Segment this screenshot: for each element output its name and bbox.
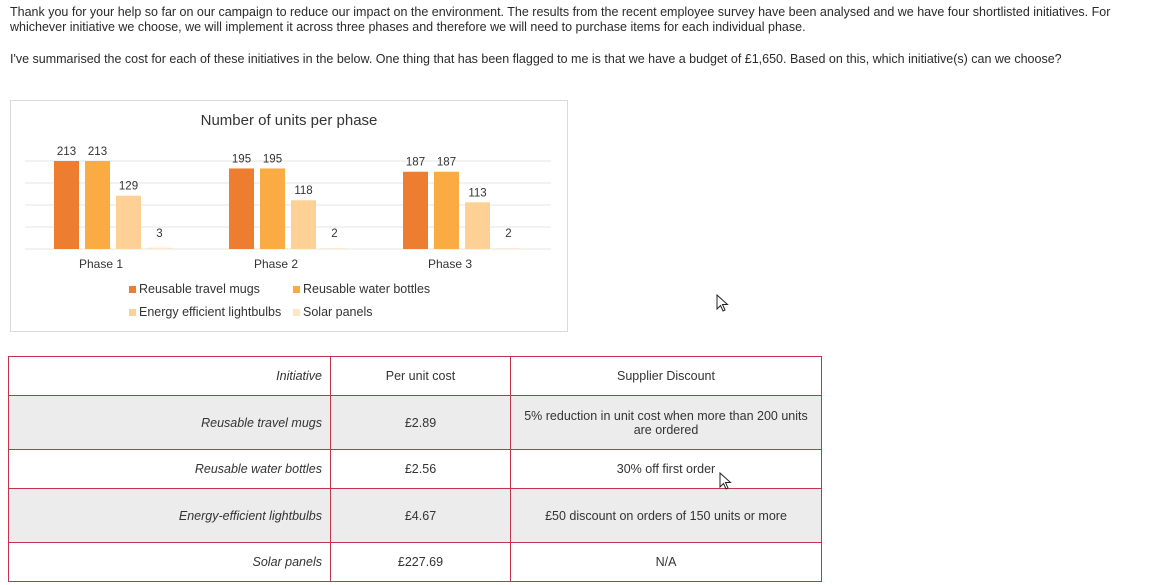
discount-cell: 30% off first order [511,450,822,489]
bar-solar-panels-phase-3 [496,248,521,249]
header-initiative: Initiative [9,357,331,396]
initiative-cell: Energy-efficient lightbulbs [9,489,331,543]
legend-entry: Reusable water bottles [303,282,431,296]
bar-reusable-water-bottles-phase-1 [85,161,110,249]
table-row [9,396,822,450]
discount-cell: £50 discount on orders of 150 units or more [511,489,822,543]
cost-cell: £227.69 [331,543,511,582]
chart-legend [129,282,430,319]
x-tick-label: Phase 3 [427,257,473,271]
data-label: 213 [56,146,77,158]
bar-reusable-travel-mugs-phase-3 [403,172,428,249]
bar-energy-efficient-lightbulbs-phase-1 [116,196,141,249]
table-row [9,489,822,543]
initiative-cell: Solar panels [9,543,331,582]
units-per-phase-chart [10,100,568,332]
legend-entry: Solar panels [303,305,373,319]
intro-paragraph-1: Thank you for your help so far on our campaign to reduce our impact on the environment. The results from the recent employee survey have been analysed and we have four shortlisted initiatives. For whichever initiative we choose, we will implement it across three phases and therefore we will need to purchase items for each individual phase. [10,5,1111,34]
bar-reusable-water-bottles-phase-3 [434,172,459,249]
data-label: 187 [436,156,457,169]
mouse-pointer-icon [716,294,730,312]
bar-reusable-travel-mugs-phase-2 [229,168,254,249]
header-supplier-discount: Supplier Discount [511,357,822,396]
data-label: 118 [294,185,313,198]
bar-reusable-water-bottles-phase-2 [260,168,285,249]
cost-cell: £2.89 [331,396,511,450]
data-label: 213 [87,146,108,158]
bar-reusable-travel-mugs-phase-1 [54,161,79,249]
data-label: 113 [468,187,487,200]
chart-title: Number of units per phase [200,112,378,129]
data-label: 3 [156,228,163,240]
legend-swatch [293,286,300,293]
header-per-unit-cost: Per unit cost [331,357,511,396]
legend-swatch [129,286,136,293]
data-label: 195 [262,153,283,166]
initiative-cell: Reusable water bottles [9,450,331,489]
x-tick-label: Phase 2 [253,257,299,271]
bar-solar-panels-phase-1 [147,248,172,249]
mouse-pointer-icon [719,472,733,490]
legend-swatch [293,309,300,316]
chart-svg [11,101,567,331]
initiative-cost-table [8,356,822,582]
chart-x-tick-labels [79,257,472,271]
data-label: 129 [118,180,139,193]
cost-cell: £2.56 [331,450,511,489]
x-tick-label: Phase 1 [78,257,124,271]
legend-entry: Energy efficient lightbulbs [139,305,282,319]
intro-paragraph-2: I've summarised the cost for each of these initiatives in the below. One thing that has been flagged to me is that we have a budget of £1,650. Based on this, which initiative(s) can we choose? [10,52,1062,66]
discount-cell: 5% reduction in unit cost when more than 200 units are ordered [511,396,822,450]
cost-cell: £4.67 [331,489,511,543]
bar-solar-panels-phase-2 [322,248,347,249]
legend-entry: Reusable travel mugs [139,282,260,296]
initiative-cell: Reusable travel mugs [9,396,331,450]
data-label: 195 [231,153,252,166]
bar-energy-efficient-lightbulbs-phase-2 [291,200,316,249]
table-row [9,450,822,489]
data-label: 2 [331,228,338,240]
data-label: 2 [505,228,512,240]
discount-cell: N/A [511,543,822,582]
data-label: 187 [405,156,426,169]
table-row [9,543,822,582]
bar-energy-efficient-lightbulbs-phase-3 [465,202,490,249]
legend-swatch [129,309,136,316]
table-header-row [9,357,822,396]
